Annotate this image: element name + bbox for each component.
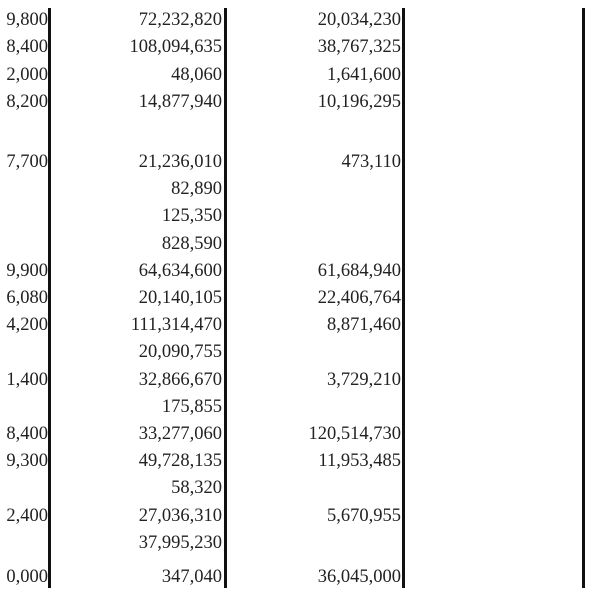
table-row <box>0 421 600 447</box>
table-cell-col0: 9,300 <box>6 451 48 472</box>
table-cell-col1: 27,036,310 <box>138 505 222 526</box>
table-row <box>0 564 600 590</box>
table-row <box>0 62 600 88</box>
table-cell-col1: 64,634,600 <box>138 260 222 281</box>
table-cell-col2: 10,196,295 <box>317 92 401 113</box>
table-cell-col1: 82,890 <box>171 179 222 200</box>
table-cell-col1: 125,350 <box>161 206 222 227</box>
table-cell-col1: 108,094,635 <box>129 37 222 58</box>
table-cell-col1: 32,866,670 <box>138 369 222 390</box>
table-row <box>0 339 600 365</box>
table-cell-col1: 72,232,820 <box>138 10 222 30</box>
table-cell-col0: 8,400 <box>6 37 48 58</box>
table-cell-col2: 22,406,764 <box>317 288 401 308</box>
table-row <box>0 475 600 501</box>
table-cell-col0: 0,000 <box>6 567 48 587</box>
table-row <box>0 394 600 420</box>
table-row <box>0 34 600 60</box>
table-cell-col1: 828,590 <box>161 233 222 254</box>
table-cell-col1: 175,855 <box>161 396 222 417</box>
table-cell-col1: 20,140,105 <box>138 288 222 308</box>
table-cell-col0: 6,080 <box>6 288 48 308</box>
table-row <box>0 312 600 338</box>
table-cell-col0: 1,400 <box>6 369 48 390</box>
table-row <box>0 176 600 202</box>
table-row <box>0 258 600 284</box>
table-cell-col2: 38,767,325 <box>317 37 401 58</box>
table-cell-col0: 9,900 <box>6 260 48 281</box>
table-cell-col0: 8,400 <box>6 424 48 444</box>
table-cell-col1: 14,877,940 <box>138 92 222 113</box>
table-cell-col0: 4,200 <box>6 315 48 336</box>
table-row <box>0 149 600 175</box>
table-cell-col1: 347,040 <box>161 567 222 587</box>
table-cell-col0: 8,200 <box>6 92 48 113</box>
table-cell-col2: 61,684,940 <box>317 260 401 281</box>
table-row <box>0 7 600 33</box>
table-cell-col1: 49,728,135 <box>138 451 222 472</box>
table-cell-col0: 2,400 <box>6 505 48 526</box>
table-cell-col0: 9,800 <box>6 10 48 30</box>
table-cell-col2: 473,110 <box>341 152 401 172</box>
table-cell-col2: 8,871,460 <box>327 315 401 336</box>
table-cell-col0: 7,700 <box>6 152 48 172</box>
table-cell-col1: 33,277,060 <box>138 424 222 444</box>
table-cell-col2: 36,045,000 <box>317 567 401 587</box>
table-cell-col1: 48,060 <box>171 64 222 85</box>
table-cell-col2: 5,670,955 <box>327 505 401 526</box>
table-cell-col2: 11,953,485 <box>318 451 401 472</box>
table-row <box>0 203 600 229</box>
table-cell-col2: 120,514,730 <box>308 424 401 444</box>
table-cell-col1: 20,090,755 <box>138 342 222 363</box>
table-cell-col1: 21,236,010 <box>138 152 222 172</box>
table-row <box>0 367 600 393</box>
table-cell-col1: 58,320 <box>171 478 222 499</box>
table-row <box>0 231 600 257</box>
table-cell-col1: 37,995,230 <box>138 532 222 553</box>
table-cell-col2: 3,729,210 <box>327 369 401 390</box>
table-row <box>0 89 600 115</box>
table-row <box>0 530 600 556</box>
table-row <box>0 448 600 474</box>
table-row <box>0 285 600 311</box>
table-cell-col0: 2,000 <box>6 64 48 85</box>
table-cell-col2: 20,034,230 <box>317 10 401 30</box>
table-row <box>0 503 600 529</box>
table-cell-col2: 1,641,600 <box>327 64 401 85</box>
table-cell-col1: 111,314,470 <box>130 315 222 336</box>
